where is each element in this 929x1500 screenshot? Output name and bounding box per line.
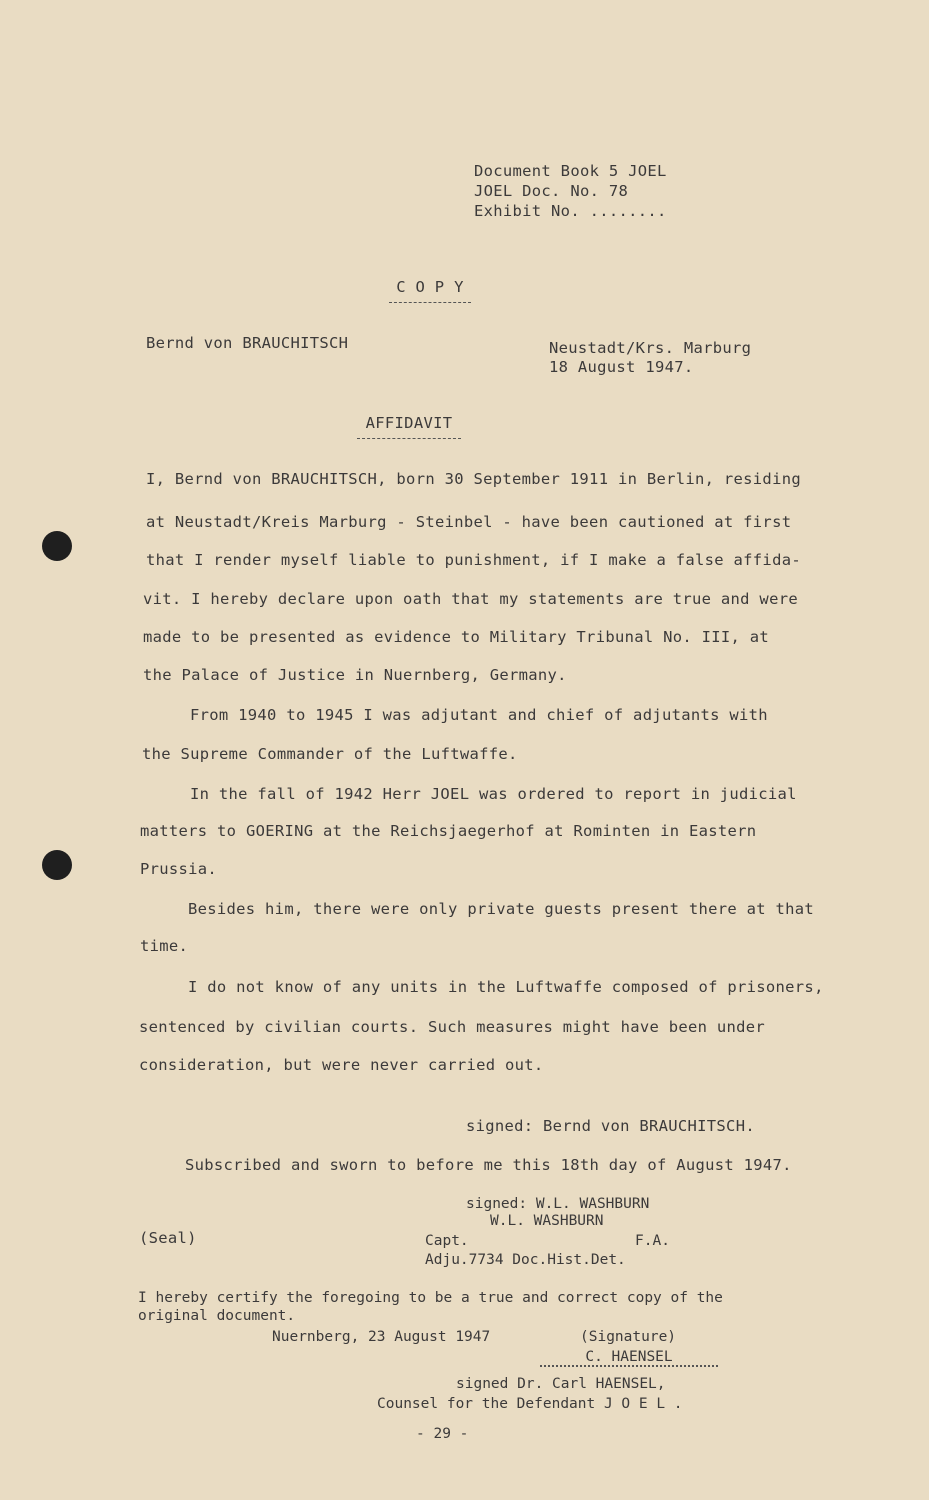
certify-place-date: Nuernberg, 23 August 1947 [272,1329,491,1345]
body-line: sentenced by civilian courts. Such measures might have been under [139,1018,766,1036]
date: 18 August 1947. [549,358,694,376]
officer-branch: F.A. [635,1233,670,1249]
body-line: the Palace of Justice in Nuernberg, Germany. [143,666,567,684]
body-line: I do not know of any units in the Luftwaffe composed of prisoners, [188,978,824,996]
officer-signed: signed: W.L. WASHBURN [466,1196,650,1212]
punch-hole-top [42,531,72,561]
body-line: I, Bernd von BRAUCHITSCH, born 30 September 1911 in Berlin, residing [146,470,801,488]
body-line: Besides him, there were only private guests present there at that [188,900,815,918]
body-line: the Supreme Commander of the Luftwaffe. [142,745,518,763]
body-line: vit. I hereby declare upon oath that my statements are true and were [143,590,798,608]
author-name: Bernd von BRAUCHITSCH [146,334,349,352]
officer-unit: Adju.7734 Doc.Hist.Det. [425,1252,626,1268]
affidavit-title: AFFIDAVIT [357,414,461,439]
place: Neustadt/Krs. Marburg [549,339,752,357]
doc-number-label: JOEL Doc. No. 78 [474,182,629,200]
body-line: From 1940 to 1945 I was adjutant and chief of adjutants with [190,706,768,724]
sworn-line: Subscribed and sworn to before me this 18th day of August 1947. [185,1156,792,1174]
body-line: at Neustadt/Kreis Marburg - Steinbel - have been cautioned at first [146,513,792,531]
body-line: that I render myself liable to punishment, if I make a false affida- [146,551,801,569]
certify-signed-by: signed Dr. Carl HAENSEL, [456,1376,666,1392]
signature-name: C. HAENSEL [540,1349,718,1367]
counsel-line: Counsel for the Defendant J O E L . [377,1396,683,1412]
body-line: time. [140,937,189,955]
document-book-label: Document Book 5 JOEL [474,162,667,180]
officer-name: W.L. WASHBURN [490,1213,604,1229]
body-line: matters to GOERING at the Reichsjaegerhof at Rominten in Eastern [140,822,757,840]
signed-line: signed: Bernd von BRAUCHITSCH. [466,1117,755,1135]
certify-line: original document. [138,1308,296,1324]
copy-title: C O P Y [389,278,471,303]
page-number: - 29 - [416,1426,469,1442]
officer-rank: Capt. [425,1233,469,1249]
body-line: made to be presented as evidence to Military Tribunal No. III, at [143,628,770,646]
signature-label: (Signature) [580,1329,677,1345]
seal-label: (Seal) [139,1229,197,1247]
punch-hole-bottom [42,850,72,880]
certify-line: I hereby certify the foregoing to be a true and correct copy of the [138,1290,723,1306]
exhibit-number-label: Exhibit No. ........ [474,202,667,220]
body-line: consideration, but were never carried out. [139,1056,544,1074]
body-line: Prussia. [140,860,218,878]
body-line: In the fall of 1942 Herr JOEL was ordered to report in judicial [190,785,797,803]
